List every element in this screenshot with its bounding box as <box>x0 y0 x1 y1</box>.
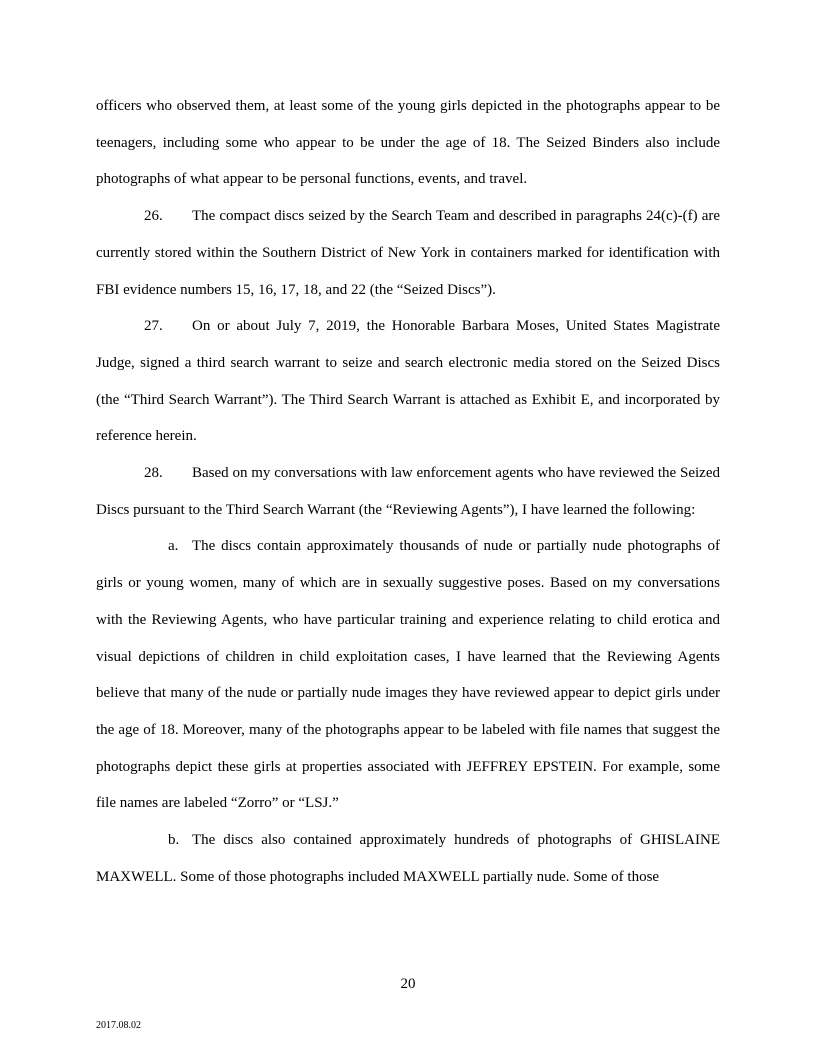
subparagraph-text: The discs also contained approximately hundreds of photographs of GHISLAINE MAXWELL. Some of those photographs included MAXWELL partially nude. Some of those <box>96 832 720 885</box>
page-number: 20 <box>400 976 416 992</box>
paragraph-28 <box>96 455 720 528</box>
paragraph-27 <box>96 308 720 455</box>
continuation-paragraph: officers who observed them, at least some of the young girls depicted in the photographs appear to be teenagers, including some who appear to be under the age of 18. The Seized Binders also include photographs of what appear to be personal functions, events, and travel. <box>96 98 720 188</box>
document-id-footer: 2017.08.02 <box>96 1020 141 1031</box>
paragraph-number: 27. <box>144 318 163 335</box>
paragraph-number: 26. <box>144 208 163 225</box>
subparagraph-letter: a. <box>168 538 179 555</box>
subparagraph-letter: b. <box>168 832 180 849</box>
document-body <box>96 88 720 895</box>
paragraph-text: On or about July 7, 2019, the Honorable Barbara Moses, United States Magistrate Judge, signed a third search warrant to seize and search electronic media stored on the Seized Discs (the “Third Search Warrant”). The Third Search Warrant is attached as Exhibit E, and incorporated by reference herein. <box>96 318 720 445</box>
subparagraph-a <box>96 528 720 822</box>
paragraph-text: Based on my conversations with law enforcement agents who have reviewed the Seized Discs pursuant to the Third Search Warrant (the “Reviewing Agents”), I have learned the following: <box>96 465 720 518</box>
paragraph-text: The compact discs seized by the Search Team and described in paragraphs 24(c)-(f) are currently stored within the Southern District of New York in containers marked for identification with FBI evidence numbers 15, 16, 17, 18, and 22 (the “Seized Discs”). <box>96 208 720 298</box>
subparagraph-text: The discs contain approximately thousands of nude or partially nude photographs of girls or young women, many of which are in sexually suggestive poses. Based on my conversations with the Reviewing Agents, who have particular training and experience relating to child erotica and visual depictions of children in child exploitation cases, I have learned that the Reviewing Agents believe that many of the nude or partially nude images they have reviewed appear to depict girls under the age of 18. Moreover, many of the photographs appear to be labeled with file names that suggest the photographs depict these girls at properties associated with JEFFREY EPSTEIN. For example, some file names are labeled “Zorro” or “LSJ.” <box>96 538 720 812</box>
subparagraph-b <box>96 822 720 895</box>
paragraph-26 <box>96 198 720 308</box>
paragraph-number: 28. <box>144 465 163 482</box>
